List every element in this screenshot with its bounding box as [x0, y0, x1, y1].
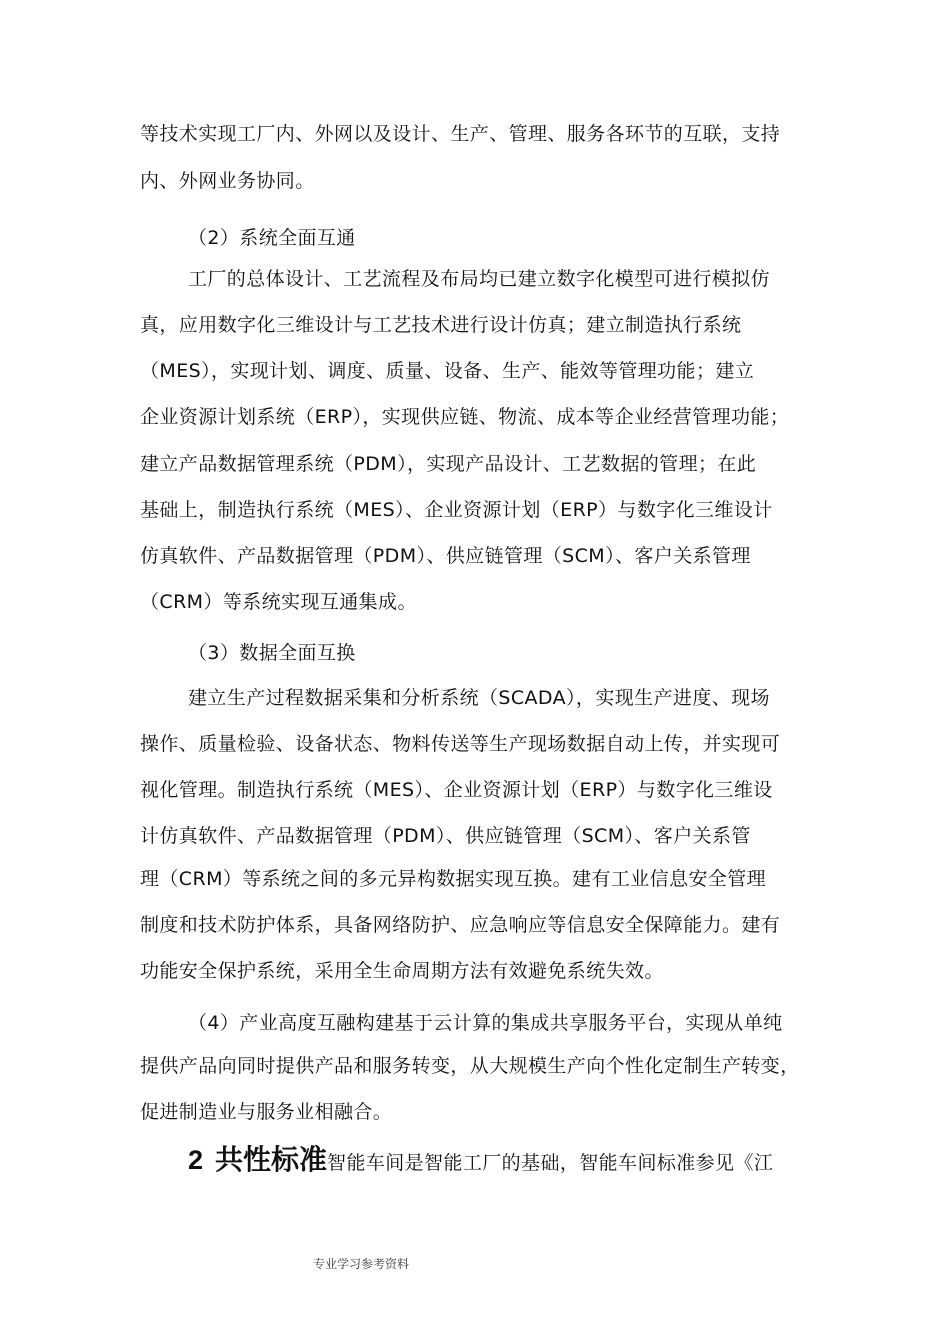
paragraph-line: 操作、质量检验、设备状态、物料传送等生产现场数据自动上传，并实现可 [140, 733, 781, 755]
paragraph-line: 建立产品数据管理系统（PDM），实现产品设计、工艺数据的管理；在此 [140, 453, 757, 475]
paragraph-line: 建立生产过程数据采集和分析系统（SCADA），实现生产进度、现场 [188, 687, 770, 709]
paragraph-line: 工厂的总体设计、工艺流程及布局均已建立数字化模型可进行模拟仿 [188, 268, 771, 290]
section-title: 共性标准 [215, 1143, 328, 1176]
list-item-heading: （3）数据全面互换 [188, 642, 356, 664]
paragraph-line: 理（CRM）等系统之间的多元异构数据实现互换。建有工业信息安全管理 [140, 868, 767, 890]
paragraph-line: 制度和技术防护体系，具备网络防护、应急响应等信息安全保障能力。建有 [140, 914, 781, 936]
paragraph-line: 提供产品向同时提供产品和服务转变，从大规模生产向个性化定制生产转变， [140, 1055, 800, 1077]
paragraph-line: 仿真软件、产品数据管理（PDM）、供应链管理（SCM）、客户关系管理 [140, 545, 751, 567]
paragraph-line: 等技术实现工厂内、外网以及设计、生产、管理、服务各环节的互联，支持 [140, 123, 781, 145]
paragraph-line: （CRM）等系统实现互通集成。 [140, 591, 417, 613]
paragraph-line: 内、外网业务协同。 [140, 170, 315, 192]
paragraph-line: 真，应用数字化三维设计与工艺技术进行设计仿真；建立制造执行系统 [140, 314, 742, 336]
section-number: 2 [188, 1145, 204, 1175]
paragraph-line: 计仿真软件、产品数据管理（PDM）、供应链管理（SCM）、客户关系管 [140, 825, 751, 847]
paragraph-line: 功能安全保护系统，采用全生命周期方法有效避免系统失效。 [140, 960, 664, 982]
paragraph-line: 视化管理。制造执行系统（MES）、企业资源计划（ERP）与数字化三维设 [140, 779, 773, 801]
section-heading [188, 1142, 773, 1182]
paragraph-line: 基础上，制造执行系统（MES）、企业资源计划（ERP）与数字化三维设计 [140, 499, 773, 521]
paragraph-line: 企业资源计划系统（ERP），实现供应链、物流、成本等企业经营管理功能； [140, 406, 790, 428]
paragraph-line: （MES），实现计划、调度、质量、设备、生产、能效等管理功能；建立 [140, 360, 755, 382]
paragraph-line: 促进制造业与服务业相融合。 [140, 1101, 393, 1123]
section-intro-text: 智能车间是智能工厂的基础，智能车间标准参见《江 [327, 1152, 774, 1174]
list-item-heading: （2）系统全面互通 [188, 227, 356, 249]
paragraph-line: （4）产业高度互融构建基于云计算的集成共享服务平台，实现从单纯 [188, 1012, 783, 1034]
page-footer: 专业学习参考资料 [313, 1257, 410, 1271]
